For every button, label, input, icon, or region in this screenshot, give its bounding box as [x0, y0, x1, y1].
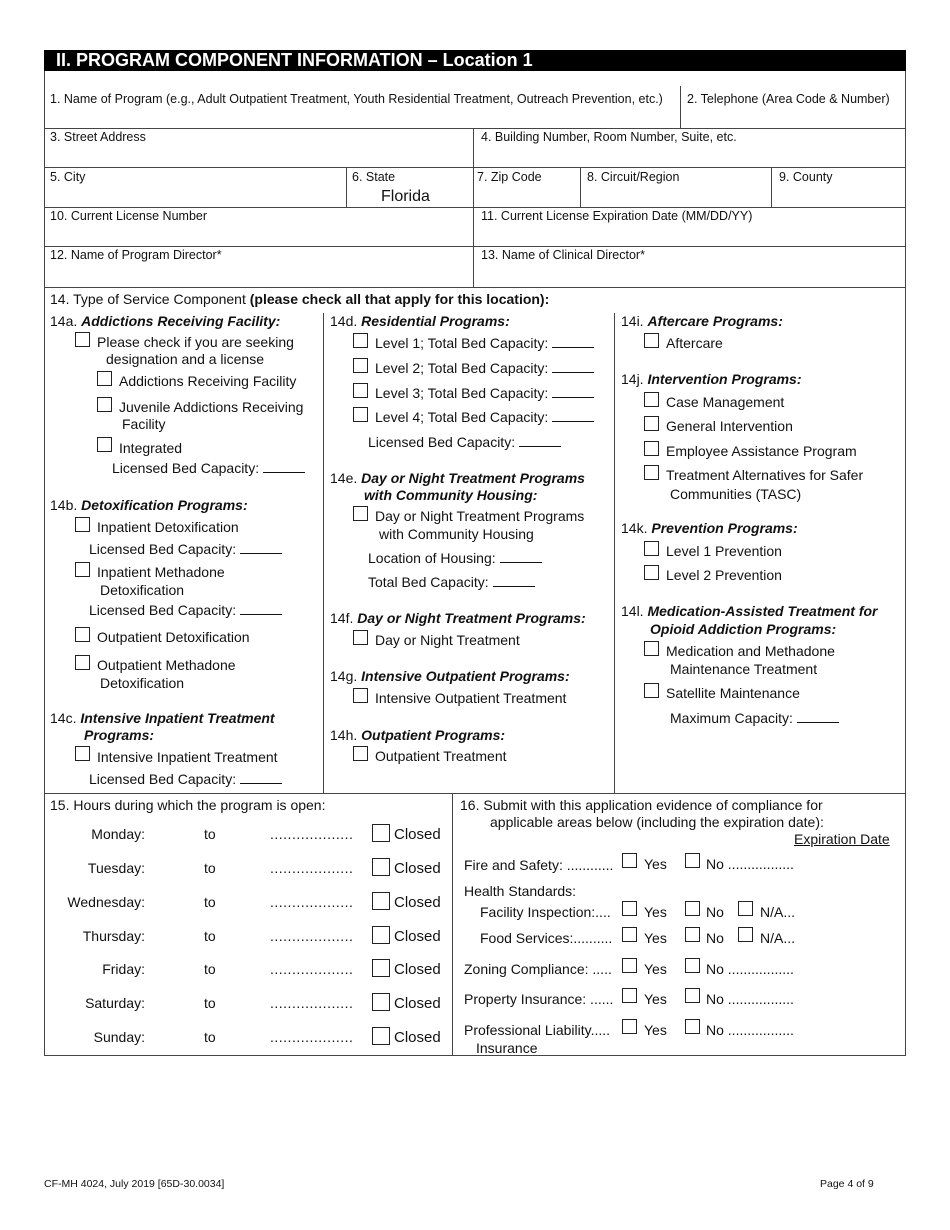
service-component-title: 14. Type of Service Component (please check all that apply for this location):	[50, 291, 550, 307]
day-label-friday: Friday:	[102, 961, 145, 977]
city-label: 5. City	[50, 170, 86, 184]
outpatient-detox-label: Outpatient Detoxification	[97, 629, 250, 645]
aftercare-checkbox[interactable]	[644, 333, 659, 348]
divider	[44, 246, 906, 247]
day-label-tuesday: Tuesday:	[87, 860, 145, 876]
section-14f-title: 14f. Day or Night Treatment Programs:	[330, 610, 586, 626]
level2-label: Level 2; Total Bed Capacity:	[375, 360, 594, 376]
food-services-na-checkbox[interactable]	[738, 927, 753, 942]
addictions-receiving-label: Addictions Receiving Facility	[119, 373, 297, 389]
food-services-no-label: No	[706, 930, 724, 946]
closed-label: Closed	[394, 995, 441, 1012]
zoning-yes-checkbox[interactable]	[622, 958, 637, 973]
closed-label: Closed	[394, 928, 441, 945]
juvenile-addictions-label: Juvenile Addictions Receiving	[119, 399, 304, 415]
inpatient-methadone-checkbox[interactable]	[75, 562, 90, 577]
to-label: to	[204, 928, 216, 944]
integrated-checkbox[interactable]	[97, 437, 112, 452]
level4-label: Level 4; Total Bed Capacity:	[375, 409, 594, 425]
hours-field-thursday[interactable]: ...................	[270, 928, 354, 944]
maximum-capacity-blank[interactable]	[797, 710, 839, 723]
juvenile-addictions-label-cont: Facility	[122, 416, 166, 432]
building-number-label: 4. Building Number, Room Number, Suite, etc.	[481, 130, 737, 144]
closed-checkbox-sunday[interactable]	[372, 1027, 390, 1045]
inpatient-detox-label: Inpatient Detoxification	[97, 519, 239, 535]
divider	[44, 167, 906, 168]
level2-checkbox[interactable]	[353, 358, 368, 373]
section-banner: II. PROGRAM COMPONENT INFORMATION – Location 1	[44, 50, 906, 71]
property-insurance-no-checkbox[interactable]	[685, 988, 700, 1003]
inpatient-methadone-label: Inpatient Methadone	[97, 564, 225, 580]
day-night-housing-label-cont: with Community Housing	[379, 526, 534, 542]
outpatient-treatment-checkbox[interactable]	[353, 746, 368, 761]
fire-safety-no-checkbox[interactable]	[685, 853, 700, 868]
divider	[44, 207, 906, 208]
licensed-bed-capacity-14a: Licensed Bed Capacity:	[112, 460, 305, 476]
licensed-bed-capacity-14c-blank[interactable]	[240, 771, 282, 784]
day-label-saturday: Saturday:	[85, 995, 145, 1011]
level3-checkbox[interactable]	[353, 383, 368, 398]
state-value: Florida	[381, 188, 430, 205]
day-night-housing-label: Day or Night Treatment Programs	[375, 508, 585, 524]
section-14e-title: 14e. Day or Night Treatment Programs	[330, 470, 585, 486]
hours-field-monday[interactable]: ...................	[270, 826, 354, 842]
day-night-treatment-checkbox[interactable]	[353, 630, 368, 645]
divider	[580, 167, 581, 207]
to-label: to	[204, 860, 216, 876]
licensed-bed-capacity-14b1-blank[interactable]	[240, 541, 282, 554]
intensive-inpatient-label: Intensive Inpatient Treatment	[97, 749, 278, 765]
to-label: to	[204, 894, 216, 910]
closed-label: Closed	[394, 826, 441, 843]
aftercare-label: Aftercare	[666, 335, 723, 351]
general-intervention-label: General Intervention	[666, 418, 793, 434]
licensed-bed-capacity-14b2-blank[interactable]	[240, 602, 282, 615]
food-services-yes-checkbox[interactable]	[622, 927, 637, 942]
medication-methadone-label-cont: Maintenance Treatment	[670, 661, 818, 677]
zoning-no-checkbox[interactable]	[685, 958, 700, 973]
closed-checkbox-wednesday[interactable]	[372, 892, 390, 910]
facility-inspection-label: Facility Inspection:....	[480, 904, 611, 920]
license-number-label: 10. Current License Number	[50, 209, 208, 223]
compliance-title: 16. Submit with this application evidence of compliance for	[460, 797, 823, 813]
licensed-bed-capacity-14b2: Licensed Bed Capacity:	[89, 602, 282, 618]
day-label-thursday: Thursday:	[82, 928, 145, 944]
program-name-label: 1. Name of Program (e.g., Adult Outpatient Treatment, Youth Residential Treatment, Outreach Prevention, etc.)	[50, 92, 663, 106]
section-14l-title-cont: Opioid Addiction Programs:	[650, 621, 837, 637]
licensed-bed-capacity-14a-blank[interactable]	[263, 460, 305, 473]
state-label: 6. State	[352, 170, 396, 184]
expiration-date-header: Expiration Date	[794, 831, 890, 847]
circuit-region-label: 8. Circuit/Region	[587, 170, 680, 184]
fire-safety-no-label: No .................	[706, 856, 794, 872]
satellite-maintenance-checkbox[interactable]	[644, 683, 659, 698]
food-services-no-checkbox[interactable]	[685, 927, 700, 942]
food-services-yes-label: Yes	[644, 930, 667, 946]
to-label: to	[204, 826, 216, 842]
zip-code-label: 7. Zip Code	[477, 170, 542, 184]
outpatient-methadone-label: Outpatient Methadone	[97, 657, 236, 673]
hours-field-wednesday[interactable]: ...................	[270, 894, 354, 910]
professional-liability-yes-checkbox[interactable]	[622, 1019, 637, 1034]
zoning-label: Zoning Compliance: .....	[464, 961, 612, 977]
level2-prevention-checkbox[interactable]	[644, 565, 659, 580]
licensed-bed-capacity-14d: Licensed Bed Capacity:	[368, 434, 561, 450]
divider	[614, 313, 615, 793]
closed-checkbox-friday[interactable]	[372, 959, 390, 977]
divider	[44, 287, 906, 288]
closed-label: Closed	[394, 961, 441, 978]
total-bed-capacity-14e-blank[interactable]	[493, 574, 535, 587]
facility-inspection-na-checkbox[interactable]	[738, 901, 753, 916]
hours-field-saturday[interactable]: ...................	[270, 995, 354, 1011]
maximum-capacity: Maximum Capacity:	[670, 710, 839, 726]
level1-prevention-label: Level 1 Prevention	[666, 543, 782, 559]
license-expiration-label: 11. Current License Expiration Date (MM/DD/YY)	[481, 209, 753, 223]
outpatient-methadone-checkbox[interactable]	[75, 655, 90, 670]
juvenile-addictions-checkbox[interactable]	[97, 397, 112, 412]
outpatient-detox-checkbox[interactable]	[75, 627, 90, 642]
day-night-housing-checkbox[interactable]	[353, 506, 368, 521]
divider	[680, 86, 681, 128]
divider	[44, 793, 906, 794]
section-14e-title-cont: with Community Housing:	[364, 487, 538, 503]
intensive-outpatient-label: Intensive Outpatient Treatment	[375, 690, 567, 706]
form-border-right	[905, 71, 906, 1056]
section-14k-title: 14k. Prevention Programs:	[621, 520, 798, 536]
tasc-checkbox[interactable]	[644, 465, 659, 480]
section-14h-title: 14h. Outpatient Programs:	[330, 727, 506, 743]
case-management-label: Case Management	[666, 394, 785, 410]
facility-inspection-yes-checkbox[interactable]	[622, 901, 637, 916]
inpatient-detox-checkbox[interactable]	[75, 517, 90, 532]
hours-field-sunday[interactable]: ...................	[270, 1029, 354, 1045]
seeking-designation-label: Please check if you are seeking	[97, 334, 294, 350]
professional-liability-label-cont: Insurance	[476, 1040, 538, 1056]
tasc-label-cont: Communities (TASC)	[670, 486, 802, 502]
seeking-designation-checkbox[interactable]	[75, 332, 90, 347]
intensive-inpatient-checkbox[interactable]	[75, 746, 90, 761]
facility-inspection-no-label: No	[706, 904, 724, 920]
hours-field-friday[interactable]: ...................	[270, 961, 354, 977]
employee-assistance-label: Employee Assistance Program	[666, 443, 857, 459]
facility-inspection-yes-label: Yes	[644, 904, 667, 920]
professional-liability-label: Professional Liability.....	[464, 1022, 611, 1038]
to-label: to	[204, 961, 216, 977]
outpatient-methadone-label-cont: Detoxification	[100, 675, 185, 691]
total-bed-capacity-14e: Total Bed Capacity:	[368, 574, 535, 590]
day-label-sunday: Sunday:	[93, 1029, 145, 1045]
medication-methadone-label: Medication and Methadone	[666, 643, 835, 659]
section-14i-title: 14i. Aftercare Programs:	[621, 313, 783, 329]
divider	[452, 793, 453, 1055]
property-insurance-label: Property Insurance: ......	[464, 991, 614, 1007]
property-insurance-yes-label: Yes	[644, 991, 667, 1007]
form-border-bottom	[44, 1055, 906, 1056]
fire-safety-yes-checkbox[interactable]	[622, 853, 637, 868]
food-services-label: Food Services:..........	[480, 930, 613, 946]
level4-capacity-blank[interactable]	[552, 409, 594, 422]
facility-inspection-no-checkbox[interactable]	[685, 901, 700, 916]
day-label-monday: Monday:	[91, 826, 145, 842]
form-border-left	[44, 71, 45, 1056]
level1-checkbox[interactable]	[353, 333, 368, 348]
employee-assistance-checkbox[interactable]	[644, 441, 659, 456]
property-insurance-no-label: No .................	[706, 991, 794, 1007]
closed-label: Closed	[394, 894, 441, 911]
zoning-no-label: No .................	[706, 961, 794, 977]
level2-prevention-label: Level 2 Prevention	[666, 567, 782, 583]
to-label: to	[204, 995, 216, 1011]
program-director-label: 12. Name of Program Director*	[50, 248, 222, 262]
section-14d-title: 14d. Residential Programs:	[330, 313, 510, 329]
telephone-label: 2. Telephone (Area Code & Number)	[687, 92, 890, 106]
medication-methadone-checkbox[interactable]	[644, 641, 659, 656]
zoning-yes-label: Yes	[644, 961, 667, 977]
section-14l-title: 14l. Medication-Assisted Treatment for	[621, 603, 878, 619]
street-address-label: 3. Street Address	[50, 130, 146, 144]
seeking-designation-label-cont: designation and a license	[106, 351, 265, 367]
professional-liability-yes-label: Yes	[644, 1022, 667, 1038]
level1-label: Level 1; Total Bed Capacity:	[375, 335, 594, 351]
closed-label: Closed	[394, 1029, 441, 1046]
food-services-na-label: N/A...	[760, 930, 796, 946]
professional-liability-no-checkbox[interactable]	[685, 1019, 700, 1034]
tasc-label: Treatment Alternatives for Safer	[666, 467, 864, 483]
closed-checkbox-saturday[interactable]	[372, 993, 390, 1011]
hours-title: 15. Hours during which the program is open:	[50, 797, 326, 813]
level3-label: Level 3; Total Bed Capacity:	[375, 385, 594, 401]
satellite-maintenance-label: Satellite Maintenance	[666, 685, 800, 701]
inpatient-methadone-label-cont: Detoxification	[100, 582, 185, 598]
addictions-receiving-checkbox[interactable]	[97, 371, 112, 386]
section-14b-title: 14b. Detoxification Programs:	[50, 497, 248, 513]
divider	[346, 167, 347, 207]
licensed-bed-capacity-14b1: Licensed Bed Capacity:	[89, 541, 282, 557]
closed-checkbox-monday[interactable]	[372, 824, 390, 842]
fire-safety-label: Fire and Safety: ............	[464, 857, 614, 873]
case-management-checkbox[interactable]	[644, 392, 659, 407]
form-id-footer: CF-MH 4024, July 2019 [65D-30.0034]	[44, 1178, 225, 1190]
outpatient-treatment-label: Outpatient Treatment	[375, 748, 507, 764]
divider	[771, 167, 772, 207]
level1-prevention-checkbox[interactable]	[644, 541, 659, 556]
county-label: 9. County	[779, 170, 833, 184]
section-14g-title: 14g. Intensive Outpatient Programs:	[330, 668, 570, 684]
general-intervention-checkbox[interactable]	[644, 416, 659, 431]
location-of-housing: Location of Housing:	[368, 550, 542, 566]
divider	[44, 128, 906, 129]
level1-capacity-blank[interactable]	[552, 335, 594, 348]
health-standards-label: Health Standards:	[464, 883, 577, 899]
closed-checkbox-tuesday[interactable]	[372, 858, 390, 876]
section-14a-title: 14a. Addictions Receiving Facility:	[50, 313, 281, 329]
hours-field-tuesday[interactable]: ...................	[270, 860, 354, 876]
licensed-bed-capacity-14c: Licensed Bed Capacity:	[89, 771, 282, 787]
property-insurance-yes-checkbox[interactable]	[622, 988, 637, 1003]
day-label-wednesday: Wednesday:	[67, 894, 145, 910]
fire-safety-yes-label: Yes	[644, 856, 667, 872]
intensive-outpatient-checkbox[interactable]	[353, 688, 368, 703]
divider	[323, 313, 324, 793]
day-night-treatment-label: Day or Night Treatment	[375, 632, 520, 648]
page-number: Page 4 of 9	[820, 1178, 874, 1190]
facility-inspection-na-label: N/A...	[760, 904, 796, 920]
level3-capacity-blank[interactable]	[552, 385, 594, 398]
level2-capacity-blank[interactable]	[552, 360, 594, 373]
closed-label: Closed	[394, 860, 441, 877]
divider	[473, 128, 474, 287]
level4-checkbox[interactable]	[353, 407, 368, 422]
section-14j-title: 14j. Intervention Programs:	[621, 371, 802, 387]
professional-liability-no-label: No .................	[706, 1022, 794, 1038]
licensed-bed-capacity-14d-blank[interactable]	[519, 434, 561, 447]
integrated-label: Integrated	[119, 440, 183, 456]
location-of-housing-blank[interactable]	[500, 550, 542, 563]
clinical-director-label: 13. Name of Clinical Director*	[481, 248, 645, 262]
section-14c-title-cont: Programs:	[84, 727, 155, 743]
closed-checkbox-thursday[interactable]	[372, 926, 390, 944]
compliance-title-cont: applicable areas below (including the expiration date):	[490, 814, 824, 830]
to-label: to	[204, 1029, 216, 1045]
section-14c-title: 14c. Intensive Inpatient Treatment	[50, 710, 275, 726]
